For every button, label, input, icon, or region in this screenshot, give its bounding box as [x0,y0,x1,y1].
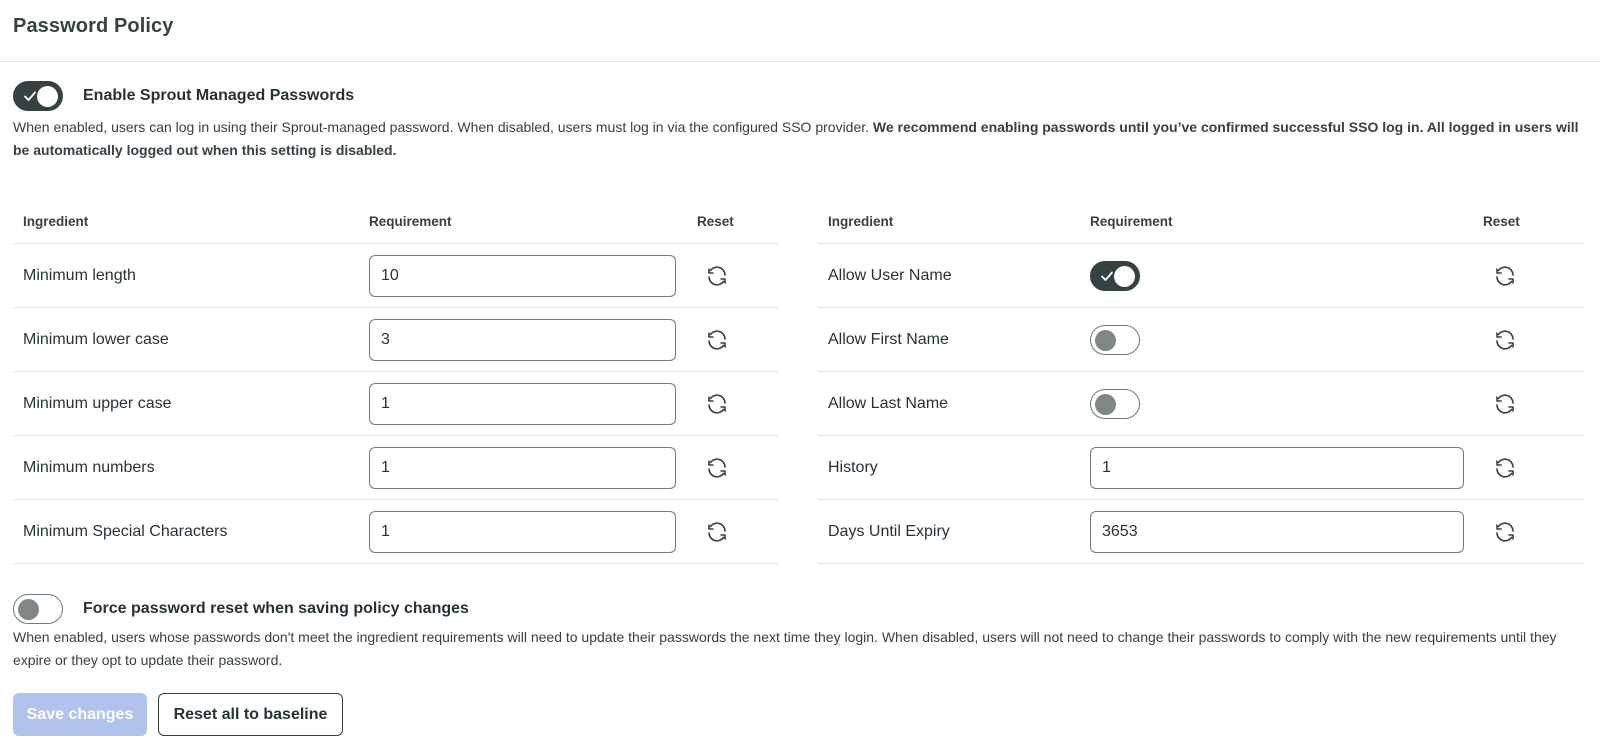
force-password-reset-toggle[interactable] [13,594,63,624]
column-header-requirement: Requirement [369,214,452,229]
minimum-length-input[interactable] [369,255,676,297]
refresh-icon[interactable] [705,392,729,416]
force-password-reset-label: Force password reset when saving policy changes [83,600,469,617]
description-warning: We recommend enabling passwords until you’ve confirmed successful SSO log in. All logged in users will be automatically logged out when this setting is disabled. [13,119,1579,158]
table-row [818,308,1583,372]
enable-managed-passwords-label: Enable Sprout Managed Passwords [83,87,355,104]
check-icon [1100,269,1114,283]
minimum-lower-case-input[interactable] [369,319,676,361]
ingredient-label: Allow User Name [828,267,952,284]
toggle-knob [1114,266,1135,287]
refresh-icon[interactable] [1493,392,1517,416]
ingredient-label: Minimum upper case [23,395,172,412]
ingredient-label: Minimum length [23,267,136,284]
force-reset-description: When enabled, users whose passwords don't meet the ingredient requirements will need to update their passwords the next time they login. When disabled, users will not need to change their passwords to comply with the new requirements until they expire or they opt to update their password. [13,629,1557,668]
days-until-expiry-input[interactable] [1090,511,1464,553]
table-row [818,500,1583,564]
minimum-upper-case-input[interactable] [369,383,676,425]
history-input[interactable] [1090,447,1464,489]
toggle-knob [37,86,58,107]
refresh-icon[interactable] [705,520,729,544]
toggle-knob [18,599,39,620]
save-changes-button[interactable]: Save changes [13,693,147,736]
ingredient-label: Allow First Name [828,331,949,348]
toggle-knob [1095,394,1116,415]
refresh-icon[interactable] [1493,520,1517,544]
minimum-numbers-input[interactable] [369,447,676,489]
refresh-icon[interactable] [1493,456,1517,480]
table-row [13,500,778,564]
enable-managed-passwords-toggle[interactable] [13,81,63,111]
ingredient-label: Minimum Special Characters [23,523,228,540]
column-header-ingredient: Ingredient [23,214,89,229]
toggle-knob [1095,330,1116,351]
managed-passwords-description [13,116,1588,162]
refresh-icon[interactable] [705,328,729,352]
refresh-icon[interactable] [1493,328,1517,352]
refresh-icon[interactable] [705,456,729,480]
table-row [818,372,1583,436]
column-header-reset: Reset [1483,214,1520,229]
check-icon [23,89,37,103]
column-header-requirement: Requirement [1090,214,1173,229]
reset-all-to-baseline-button[interactable]: Reset all to baseline [158,693,343,736]
table-row [13,436,778,500]
allow-last-name-toggle[interactable] [1090,389,1140,419]
ingredient-label: History [828,459,878,476]
table-row [818,436,1583,500]
allow-user-name-toggle[interactable] [1090,261,1140,291]
table-row [13,372,778,436]
minimum-special-characters-input[interactable] [369,511,676,553]
page-title: Password Policy [13,15,174,37]
ingredient-label: Minimum lower case [23,331,169,348]
description-text: When enabled, users can log in using their Sprout-managed password. When disabled, users must log in via the configured SSO provider. [13,119,873,135]
table-row [13,308,778,372]
table-row [13,244,778,308]
column-header-reset: Reset [697,214,734,229]
ingredient-label: Days Until Expiry [828,523,950,540]
column-header-ingredient: Ingredient [828,214,894,229]
ingredient-label: Allow Last Name [828,395,949,412]
refresh-icon[interactable] [1493,264,1517,288]
allow-first-name-toggle[interactable] [1090,325,1140,355]
refresh-icon[interactable] [705,264,729,288]
table-row [818,244,1583,308]
ingredient-label: Minimum numbers [23,459,155,476]
page-header [0,0,1600,62]
